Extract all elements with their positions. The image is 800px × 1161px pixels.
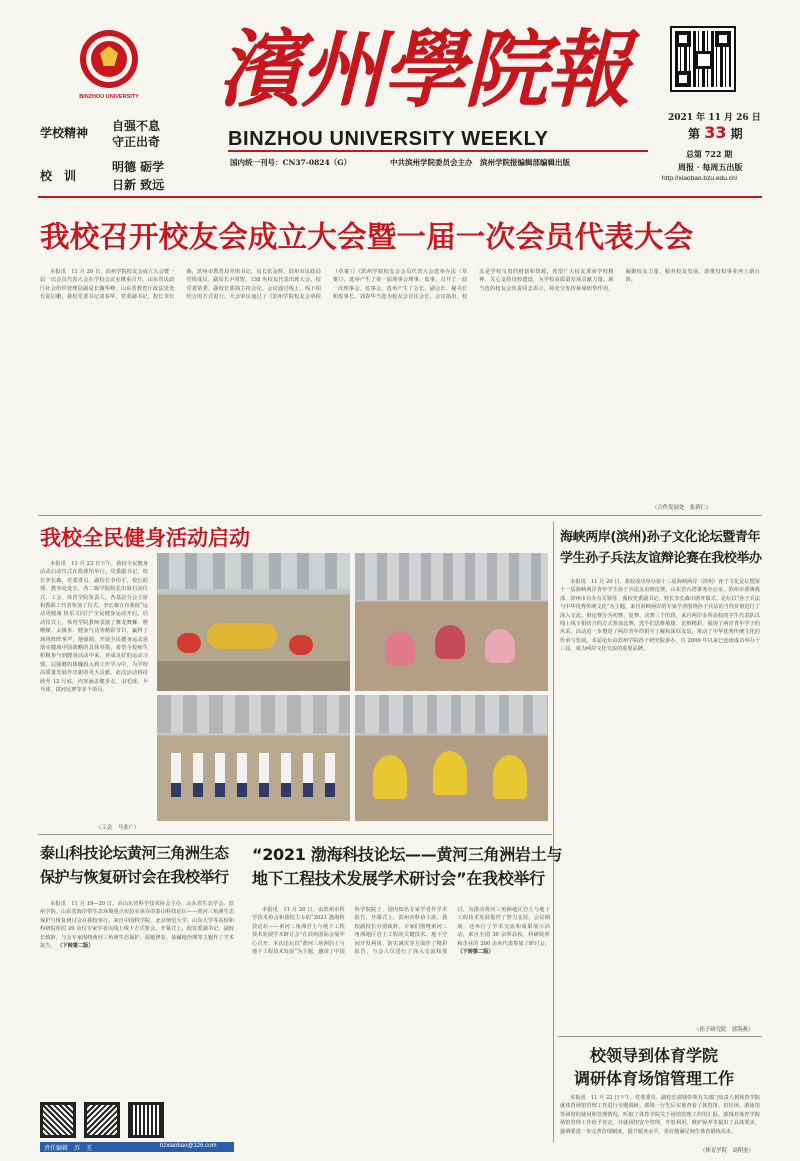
- sunzi-body-text: 本报讯 11 月 20 日，我校成功举办第十三届海峡两岸（滨州）孙子文化论坛暨第十一届海峡两岸青年学生孙子兵法友谊辩论赛。山东省台湾事务办公室、滨州市委统战部、滨州市台办有关领导，我校党委副书记，校长李长森出席开幕式。论坛以“孙子兵法与中华优秀传统文化”为主题，来自海峡两岸的专家学者围绕孙子兵法的当代价值进行了深入交流。辩论赛分为初赛、复赛、决赛三个阶段，来自两岸多所高校的学生代表队以线上线下相结合的方式参加比赛，选手们思维敏捷、论辩精彩，展现了两岸青年学子的风采。活动进一步增进了两岸青年的相互了解和深厚友谊，推动了中华优秀传统文化的传承与发展。本届论坛由滨州学院孙子研究院承办，自 2009 年以来已连续成功举办十三届，成为两岸文化交流的重要品牌。: [560, 579, 760, 653]
- training-line-1: 明德 砺学: [112, 160, 165, 174]
- issue-number: [688, 123, 743, 142]
- gym-headline-2: 调研体育场馆管理工作: [574, 1069, 735, 1088]
- gym-headline-1: 校领导到体育学院: [590, 1046, 719, 1065]
- website-link[interactable]: http://xiaobao.bzu.edu.cn/: [662, 175, 738, 182]
- fitness-photo-taichi: [157, 695, 350, 821]
- gym-body: [560, 1094, 760, 1146]
- issue-num: 33: [704, 123, 727, 142]
- motto-line-1: 自强不息: [112, 119, 161, 133]
- issue-date: 2021 年 11 月 26 日: [668, 113, 761, 123]
- performer-group-icon: [171, 753, 335, 785]
- qr-code-footer-mid: [84, 1102, 120, 1138]
- issue-prefix: 第: [688, 127, 701, 141]
- total-issue: 总第 722 期: [686, 149, 733, 159]
- lion-left-icon: [177, 633, 201, 653]
- lead-credit: （合作发展处 张新仁）: [652, 505, 712, 511]
- fitness-body: [40, 560, 148, 830]
- newspaper-title: 濱州學院報: [218, 20, 629, 119]
- lead-body: [40, 268, 760, 518]
- taishan-headline-1: 泰山科技论坛黄河三角洲生态: [40, 844, 229, 862]
- bohai-body: [252, 906, 550, 1152]
- fitness-photo-ballroom: [355, 695, 548, 821]
- logo-caption: BINZHOU UNIVERSITY: [79, 94, 139, 100]
- footer-email: bzxiaobao@126.com: [160, 1143, 217, 1149]
- training-line-2: 日新 致远: [112, 178, 165, 192]
- frequency: 周报 · 每周五出版: [678, 162, 743, 172]
- issue-suffix: 期: [730, 127, 743, 141]
- sunzi-credit: （孙子研究院 郭海燕）: [694, 1027, 754, 1033]
- motto-line-2: 守正出奇: [112, 135, 161, 149]
- column-divider: [553, 522, 554, 1142]
- bohai-headline-1: “2021 渤海科技论坛——黄河三角洲岩土与: [252, 845, 563, 864]
- ballroom-dancer-icon: [433, 751, 467, 795]
- lead-headline: 我校召开校友会成立大会暨一届一次会员代表大会: [40, 220, 694, 254]
- taishan-headline-2: 保护与恢复研讨会在我校举行: [40, 868, 229, 886]
- motto-label: 学校精神: [40, 126, 89, 140]
- newspaper-title-english: BINZHOU UNIVERSITY WEEKLY: [228, 128, 549, 150]
- university-logo: [80, 30, 138, 88]
- dancer-icon: [435, 625, 465, 659]
- lead-body-text: 本报讯 11 月 20 日，滨州学院校友会成立大会暨一届一次会员代表大会在学校会议室隆重召开。山东省民政厅社会组织管理局副局长魏华峰，山东省教育厅政法处处长夏启鹏，我校党委书记刘春华，党委副书记、校长李长森，滨州市教育局党组书记，局长张金辉，滨州市民政局党组成员、副局长尹常智，138 名校友代表出席大会。校党委常委、副校长郭钱主持会议。会议通过线上、线下相结合的方式进行。大会审议通过了《滨州学院校友会章程（草案）》《滨州学院校友会会员代表大会选举办法（草案）》，选举产生了第一届理事会理事、监事，召开了一届一次理事会、监事会，选举产生了会长、副会长、秘书长和监事长。刘春华当选为校友会首任会长。会议指出，校友是学校宝贵的财富和资源，希望广大校友秉承学校精神，关心支持母校建设，为学校高质量发展贡献力量。新当选的校友会负责同志表示，将充分发挥桥梁纽带作用，凝聚校友力量，服务校友发展，助推母校事业再上新台阶。: [40, 269, 760, 301]
- sunzi-body: [560, 578, 760, 1028]
- masthead-rule: [228, 150, 648, 152]
- fitness-credit: （工会 马金广）: [96, 825, 140, 831]
- gym-credit: （体育学院 高明奎）: [700, 1148, 754, 1154]
- cn-number: 国内统一刊号：CN37-0824（G）: [230, 158, 352, 167]
- qr-code[interactable]: [672, 28, 734, 90]
- fitness-photo-dragon-dance: [157, 553, 350, 691]
- lead-bottom-rule: [38, 515, 762, 516]
- lion-right-icon: [289, 635, 313, 655]
- dragon-icon: [207, 623, 277, 649]
- training-label: 校 训: [40, 169, 77, 183]
- ballroom-dancer-icon: [493, 755, 527, 799]
- bohai-more: （下转第二版）: [457, 949, 494, 956]
- taishan-body: [40, 900, 234, 1098]
- publisher: 中共滨州学院委员会主办 滨州学院报编辑部编辑出版: [390, 158, 570, 167]
- qr-code-footer-right: [128, 1102, 164, 1138]
- taishan-more: （下转第二版）: [57, 943, 94, 950]
- fitness-body-text: 本报讯 11 月 23 日下午，我校全民健身活动启动仪式在篮球馆举行。党委副书记、校长李长森，党委委员、副校长李伟平，校长助理、教务处处长，各二级学院院长出席启动仪式。工会、体育学院负责人，各基层分会主席和教职工代表参加了仪式。李长森宣布我校“运动更健康 快乐又同行”全民健身运动开启。启动仪式上，体育学院教师表演了舞龙舞狮、啦啦操、太极拳、健身气功等精彩节目，赢得了现场阵阵掌声。他强调，开展全民健身运动是落实健康中国战略的具体举措，希望全校师生积极参与到健身活动中来，养成良好的运动习惯，以强健的体魄投入到工作学习中，为学校高质量发展作出新的更大贡献。此次活动将持续至 12 月底，内容涵盖健步走、羽毛球、乒乓球、拔河比赛等多个项目。: [40, 561, 148, 694]
- footer-bar: [40, 1142, 234, 1152]
- masthead: [0, 0, 800, 208]
- sunzi-headline-1: 海峡两岸(滨州)孙子文化论坛暨青年: [560, 530, 761, 545]
- sunzi-headline-2: 学生孙子兵法友谊辩论赛在我校举办: [560, 551, 762, 566]
- ballroom-dancer-icon: [373, 755, 407, 799]
- qr-code-footer-left: [40, 1102, 76, 1138]
- masthead-bottom-rule: [38, 196, 762, 198]
- bohai-body-text: 本报讯 11 月 20 日，由滨州市科学技术协会和我校主办的“2021 渤海科技论坛——黄河三角洲岩土与地下工程技术发展学术研讨会”在滨州国际会展中心召开。本次论坛以“黄河三角洲岩土与地下工程技术发展”为主题，邀请了中国科学院院士、国内知名专家学者作学术报告。开幕式上，滨州市科协主席、我校副校长分别致辞。专家们围绕黄河三角洲地区岩土工程的关键技术、地下空间开发利用、防灾减灾等方面作了精彩报告，与会人员进行了深入交流和探讨，为推动黄河三角洲地区岩土与地下工程技术发展提供了智力支持。会议期间，还举行了学术交流和成果展示活动，来自全国 30 余所高校、科研院所和企业的 200 余名代表参加了研讨会。: [252, 907, 550, 956]
- dancer-icon: [485, 629, 515, 663]
- footer-editor: 责任编辑 苏 玉: [44, 1145, 93, 1152]
- lower-rule: [38, 834, 552, 835]
- taishan-body-text: 本报讯 11 月 19—20 日，由山东省科学技术协会主办，山东省生态学会、滨州学院、山东省海岸带生态环境重点实验室承办的泰山科技论坛——黄河三角洲生态保护与恢复研讨会在我校举行。来自中国科学院、北京师范大学、山东大学等高校和科研院所的 20 余位专家学者以线上线下方式参会。开幕式上，校党委副书记、副校长致辞。与会专家围绕黄河三角洲生态保护、湿地修复、盐碱地治理等主题作了学术报告。: [40, 901, 234, 950]
- sunzi-bottom-rule: [558, 1036, 762, 1037]
- dancer-icon: [385, 631, 415, 665]
- gym-body-text: 本报讯 11 月 22 日下午，党委委员、副校长郭钱带领有关部门负责人到体育学院就体育场馆管理工作进行专题调研。郭钱一行先后实地查看了体育馆、田径场、游泳馆等场馆的使用和管理情况，听取了体育学院关于场馆管理工作的汇报。郭钱对体育学院场馆管理工作给予肯定，并就场馆安全管理、开放利用、维护保养等提出了具体要求，强调要进一步完善管理制度，提升服务水平，更好地满足师生体育锻炼需求。: [560, 1095, 760, 1135]
- fitness-photo-dance: [355, 553, 548, 691]
- bohai-headline-2: 地下工程技术发展学术研讨会”在我校举行: [252, 869, 545, 888]
- fitness-headline: 我校全民健身活动启动: [40, 526, 250, 550]
